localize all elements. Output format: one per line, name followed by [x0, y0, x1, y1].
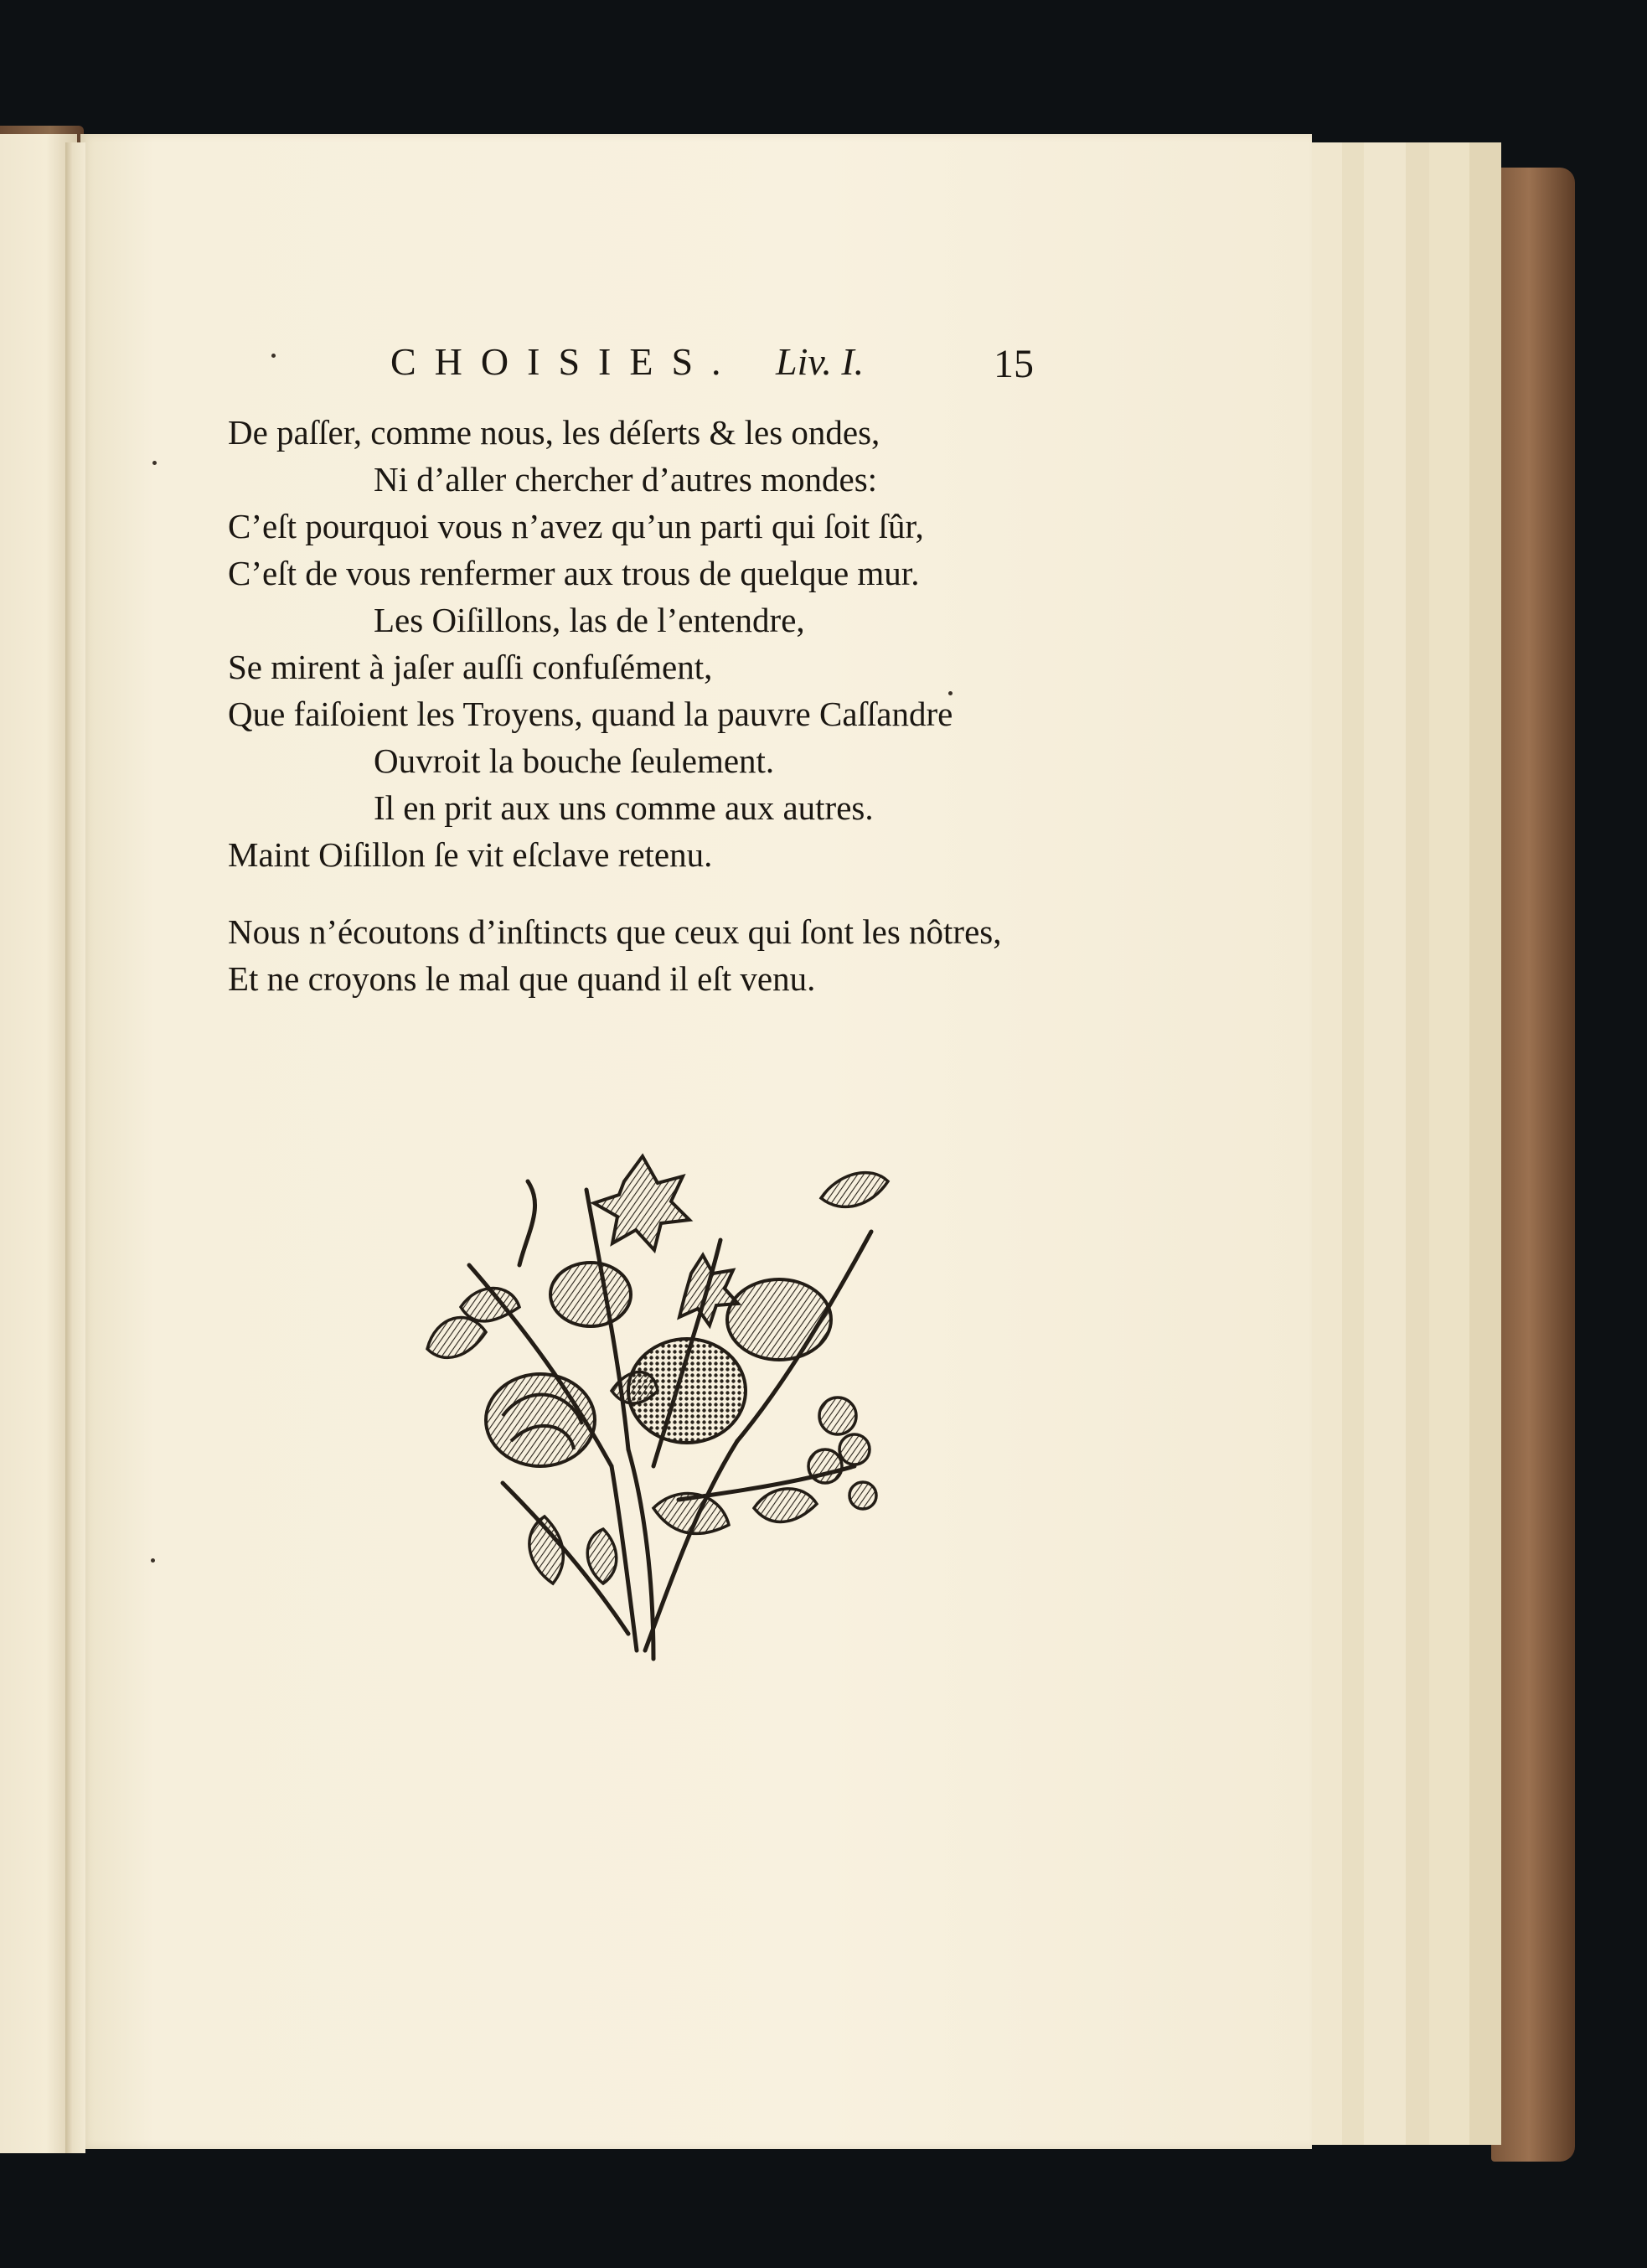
verse-line: Que faiſoient les Troyens, quand la pauvre Caſſandre	[228, 695, 953, 733]
page-gutter	[65, 142, 85, 2153]
moral-line: Nous n’écoutons d’inſtincts que ceux qui ſont les nôtres,	[228, 912, 1002, 951]
running-header	[307, 339, 1044, 398]
paper-speck	[151, 1558, 155, 1563]
book-reference: Liv. I.	[776, 340, 865, 383]
page-number: 15	[994, 342, 1034, 386]
verse-line: C’eſt de vous renfermer aux trous de quelque mur.	[228, 554, 920, 592]
page-edge	[1339, 142, 1364, 2145]
verse-line: Ni d’aller chercher d’autres mondes:	[374, 460, 878, 499]
moral-line: Et ne croyons le mal que quand il eſt venu.	[228, 959, 816, 998]
verse-line: Ouvroit la bouche ſeulement.	[374, 741, 775, 780]
paper-speck	[152, 461, 157, 465]
page-edge	[1307, 142, 1342, 2145]
page-edge	[1360, 142, 1406, 2145]
running-title: CHOISIES.	[390, 340, 740, 383]
verse-line: Maint Oiſillon ſe vit eſclave retenu.	[228, 835, 713, 874]
floral-woodcut-icon	[402, 1114, 922, 1684]
verse-line: Les Oiſillons, las de l’entendre,	[374, 601, 805, 639]
right-binding	[1491, 168, 1575, 2162]
page-edge	[1466, 142, 1501, 2145]
verse-line: Il en prit aux uns comme aux autres.	[374, 788, 874, 827]
page-edge	[1426, 142, 1469, 2145]
stanza-gap	[228, 878, 1057, 908]
verse-line: C’eſt pourquoi vous n’avez qu’un parti qui ſoit ſûr,	[228, 507, 924, 545]
page-edge	[1402, 142, 1429, 2145]
paper-speck	[271, 354, 276, 358]
poem-text	[228, 409, 1057, 1002]
verse-line: De paſſer, comme nous, les déſerts & les ondes,	[228, 413, 880, 452]
verse-line: Se mirent à jaſer auſſi confuſément,	[228, 648, 713, 686]
